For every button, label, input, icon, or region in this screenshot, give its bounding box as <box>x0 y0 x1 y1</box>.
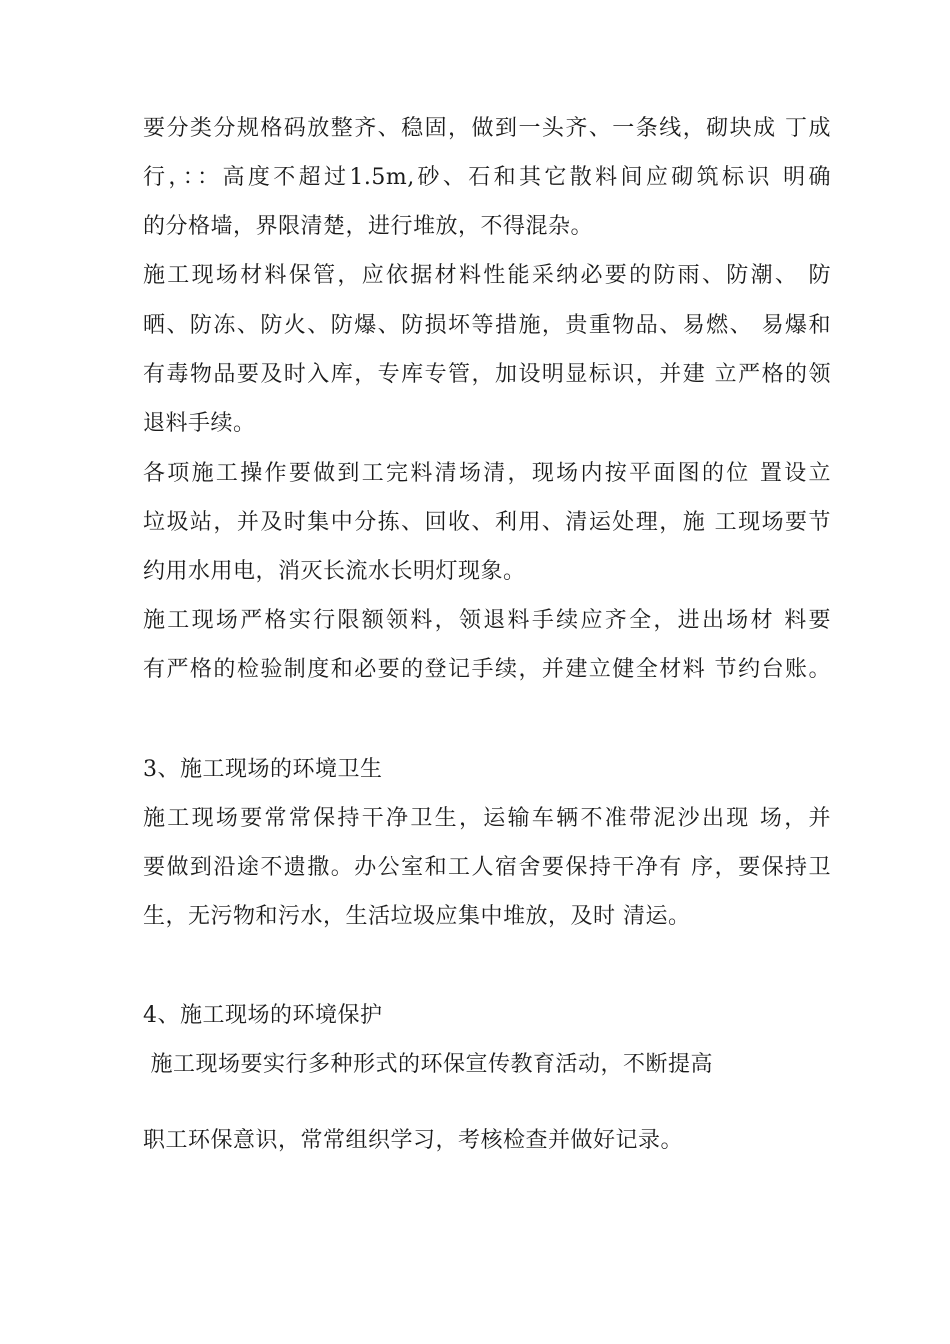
text-line: 晒、防冻、防火、防爆、防损坏等措施，贵重物品、易燃、 易爆和 <box>143 313 831 338</box>
text-line: 有毒物品要及时入库，专库专管，加设明显标识，并建 立严格的领 <box>143 362 831 387</box>
text-line: 退料手续。 <box>143 411 256 436</box>
text-line: 要做到沿途不遗撒。办公室和工人宿舍要保持干净有 序，要保持卫 <box>143 855 831 880</box>
section-heading: 3、施工现场的环境卫生 <box>143 757 383 782</box>
text-line: 各项施工操作要做到工完料清场清，现场内按平面图的位 置设立 <box>143 461 831 486</box>
text-line: 职工环保意识，常常组织学习，考核检查并做好记录。 <box>143 1128 684 1153</box>
text-line: 垃圾站，并及时集中分拣、回收、利用、清运处理，施 工现场要节 <box>143 510 831 535</box>
text-line: 行，：：高度不超过1.5m,砂、石和其它散料间应砌筑标识 明确 <box>143 165 831 190</box>
text-line: 的分格墙，界限清楚，进行堆放，不得混杂。 <box>143 214 594 239</box>
text-line: 施工现场要实行多种形式的环保宣传教育活动，不断提高 <box>143 1052 713 1077</box>
text-line: 施工现场材料保管，应依据材料性能采纳必要的防雨、防潮、 防 <box>143 263 831 288</box>
text-line: 约用水用电，消灭长流水长明灯现象。 <box>143 559 526 584</box>
text-line: 要分类分规格码放整齐、稳固，做到一头齐、一条线，砌块成 丁成 <box>143 116 831 141</box>
text-line: 生，无污物和污水，生活垃圾应集中堆放，及时 清运。 <box>143 904 691 929</box>
text-line: 施工现场要常常保持干净卫生，运输车辆不准带泥沙出现 场，并 <box>143 806 831 831</box>
text-line: 施工现场严格实行限额领料，领退料手续应齐全，进出场材 料要 <box>143 608 831 633</box>
text-line: 有严格的检验制度和必要的登记手续，并建立健全材料 节约台账。 <box>143 657 831 682</box>
section-heading: 4、施工现场的环境保护 <box>143 1003 383 1028</box>
